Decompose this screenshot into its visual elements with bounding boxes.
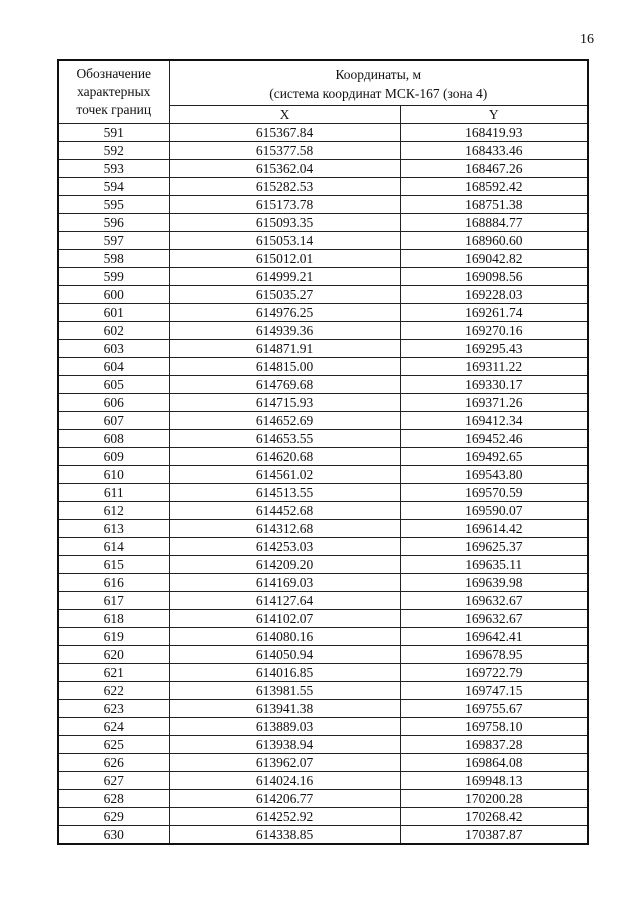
x-coordinate-cell: 613941.38 [169,700,400,718]
point-number-cell: 629 [58,808,169,826]
x-coordinate-cell: 614016.85 [169,664,400,682]
x-coordinate-cell: 615377.58 [169,142,400,160]
point-number-cell: 600 [58,286,169,304]
point-number-cell: 605 [58,376,169,394]
table-row [58,142,588,160]
x-coordinate-cell: 615053.14 [169,232,400,250]
table-row [58,718,588,736]
point-number-cell: 614 [58,538,169,556]
y-coordinate-cell: 169625.37 [400,538,588,556]
point-number-cell: 613 [58,520,169,538]
table-row [58,484,588,502]
page-number: 16 [580,32,594,47]
point-number-cell: 595 [58,196,169,214]
x-coordinate-cell: 614127.64 [169,592,400,610]
y-coordinate-cell: 169228.03 [400,286,588,304]
y-column-header: Y [400,106,588,124]
x-coordinate-cell: 615367.84 [169,124,400,142]
y-coordinate-cell: 169755.67 [400,700,588,718]
point-number-cell: 594 [58,178,169,196]
table-body [58,124,588,845]
table-row [58,358,588,376]
table-row [58,250,588,268]
y-coordinate-cell: 169642.41 [400,628,588,646]
x-coordinate-cell: 614999.21 [169,268,400,286]
point-number-cell: 598 [58,250,169,268]
y-coordinate-cell: 170200.28 [400,790,588,808]
point-number-cell: 604 [58,358,169,376]
y-coordinate-cell: 169837.28 [400,736,588,754]
table-row [58,574,588,592]
x-coordinate-cell: 613981.55 [169,682,400,700]
point-number-cell: 619 [58,628,169,646]
y-coordinate-cell: 169635.11 [400,556,588,574]
y-coordinate-cell: 169632.67 [400,610,588,628]
y-coordinate-cell: 169270.16 [400,322,588,340]
point-number-cell: 628 [58,790,169,808]
y-coordinate-cell: 168433.46 [400,142,588,160]
x-coordinate-cell: 614815.00 [169,358,400,376]
point-number-cell: 607 [58,412,169,430]
y-coordinate-cell: 168419.93 [400,124,588,142]
y-coordinate-cell: 169590.07 [400,502,588,520]
point-number-cell: 625 [58,736,169,754]
y-coordinate-cell: 168467.26 [400,160,588,178]
table-row [58,664,588,682]
coordinates-table [57,59,589,845]
coordinates-title: Координаты, м [335,66,422,82]
y-coordinate-cell: 169098.56 [400,268,588,286]
y-coordinate-cell: 168751.38 [400,196,588,214]
y-coordinate-cell: 169492.65 [400,448,588,466]
x-coordinate-cell: 614715.93 [169,394,400,412]
table-row [58,214,588,232]
x-coordinate-cell: 614206.77 [169,790,400,808]
table-row [58,430,588,448]
x-coordinate-cell: 614871.91 [169,340,400,358]
x-coordinate-cell: 614338.85 [169,826,400,845]
y-coordinate-cell: 169722.79 [400,664,588,682]
x-coordinate-cell: 614209.20 [169,556,400,574]
x-coordinate-cell: 614653.55 [169,430,400,448]
table-row [58,412,588,430]
y-coordinate-cell: 169371.26 [400,394,588,412]
table-row [58,790,588,808]
table-row [58,322,588,340]
point-number-cell: 611 [58,484,169,502]
table-row [58,196,588,214]
point-number-cell: 620 [58,646,169,664]
point-number-cell: 616 [58,574,169,592]
table-row [58,304,588,322]
table-row [58,700,588,718]
y-coordinate-cell: 169330.17 [400,376,588,394]
point-number-cell: 608 [58,430,169,448]
point-number-cell: 618 [58,610,169,628]
table-row [58,556,588,574]
coordinates-header [169,60,588,106]
y-coordinate-cell: 169311.22 [400,358,588,376]
x-coordinate-cell: 614080.16 [169,628,400,646]
x-coordinate-cell: 615173.78 [169,196,400,214]
table-row [58,520,588,538]
x-coordinate-cell: 615035.27 [169,286,400,304]
table-row [58,754,588,772]
y-coordinate-cell: 170268.42 [400,808,588,826]
table-row [58,628,588,646]
y-coordinate-cell: 169864.08 [400,754,588,772]
y-coordinate-cell: 169452.46 [400,430,588,448]
y-coordinate-cell: 168884.77 [400,214,588,232]
point-number-cell: 617 [58,592,169,610]
point-number-cell: 623 [58,700,169,718]
y-coordinate-cell: 169042.82 [400,250,588,268]
table-row [58,286,588,304]
table-row [58,610,588,628]
y-coordinate-cell: 169639.98 [400,574,588,592]
x-coordinate-cell: 614050.94 [169,646,400,664]
x-coordinate-cell: 613962.07 [169,754,400,772]
point-number-cell: 606 [58,394,169,412]
y-coordinate-cell: 169261.74 [400,304,588,322]
y-coordinate-cell: 169678.95 [400,646,588,664]
table-row [58,448,588,466]
point-number-cell: 591 [58,124,169,142]
table-row [58,646,588,664]
x-coordinate-cell: 614513.55 [169,484,400,502]
point-number-cell: 596 [58,214,169,232]
y-coordinate-cell: 170387.87 [400,826,588,845]
x-coordinate-cell: 615362.04 [169,160,400,178]
point-number-cell: 626 [58,754,169,772]
x-coordinate-cell: 614102.07 [169,610,400,628]
table-row [58,682,588,700]
y-coordinate-cell: 169948.13 [400,772,588,790]
point-number-cell: 599 [58,268,169,286]
table-row [58,826,588,845]
x-column-header: X [169,106,400,124]
point-number-cell: 624 [58,718,169,736]
table-row [58,178,588,196]
point-number-cell: 597 [58,232,169,250]
point-number-cell: 601 [58,304,169,322]
y-coordinate-cell: 169758.10 [400,718,588,736]
x-coordinate-cell: 614312.68 [169,520,400,538]
table-row [58,394,588,412]
y-coordinate-cell: 169543.80 [400,466,588,484]
table-row [58,124,588,142]
x-coordinate-cell: 613889.03 [169,718,400,736]
point-number-cell: 609 [58,448,169,466]
y-coordinate-cell: 169614.42 [400,520,588,538]
y-coordinate-cell: 169295.43 [400,340,588,358]
coordinates-system: (система координат МСК-167 (зона 4) [269,85,488,101]
point-number-cell: 612 [58,502,169,520]
x-coordinate-cell: 614939.36 [169,322,400,340]
y-coordinate-cell: 169412.34 [400,412,588,430]
point-number-cell: 615 [58,556,169,574]
y-coordinate-cell: 169570.59 [400,484,588,502]
point-number-cell: 592 [58,142,169,160]
table-row [58,736,588,754]
point-number-cell: 603 [58,340,169,358]
y-coordinate-cell: 168960.60 [400,232,588,250]
point-number-cell: 621 [58,664,169,682]
table-row [58,232,588,250]
x-coordinate-cell: 613938.94 [169,736,400,754]
x-coordinate-cell: 614652.69 [169,412,400,430]
table-row [58,538,588,556]
x-coordinate-cell: 614561.02 [169,466,400,484]
table-row [58,160,588,178]
table-row [58,466,588,484]
point-label-header: Обозначение характерных точек границ [58,60,169,124]
table-row [58,772,588,790]
table-row [58,268,588,286]
x-coordinate-cell: 615282.53 [169,178,400,196]
table-row [58,502,588,520]
x-coordinate-cell: 614976.25 [169,304,400,322]
x-coordinate-cell: 614253.03 [169,538,400,556]
x-coordinate-cell: 614620.68 [169,448,400,466]
x-coordinate-cell: 614252.92 [169,808,400,826]
point-number-cell: 602 [58,322,169,340]
x-coordinate-cell: 615012.01 [169,250,400,268]
y-coordinate-cell: 168592.42 [400,178,588,196]
point-number-cell: 627 [58,772,169,790]
x-coordinate-cell: 614169.03 [169,574,400,592]
y-coordinate-cell: 169632.67 [400,592,588,610]
point-number-cell: 610 [58,466,169,484]
point-number-cell: 593 [58,160,169,178]
y-coordinate-cell: 169747.15 [400,682,588,700]
x-coordinate-cell: 614452.68 [169,502,400,520]
point-number-cell: 630 [58,826,169,845]
x-coordinate-cell: 614769.68 [169,376,400,394]
table-row [58,376,588,394]
point-number-cell: 622 [58,682,169,700]
x-coordinate-cell: 614024.16 [169,772,400,790]
table-row [58,808,588,826]
table-header [58,60,588,124]
table-row [58,340,588,358]
table-row [58,592,588,610]
x-coordinate-cell: 615093.35 [169,214,400,232]
